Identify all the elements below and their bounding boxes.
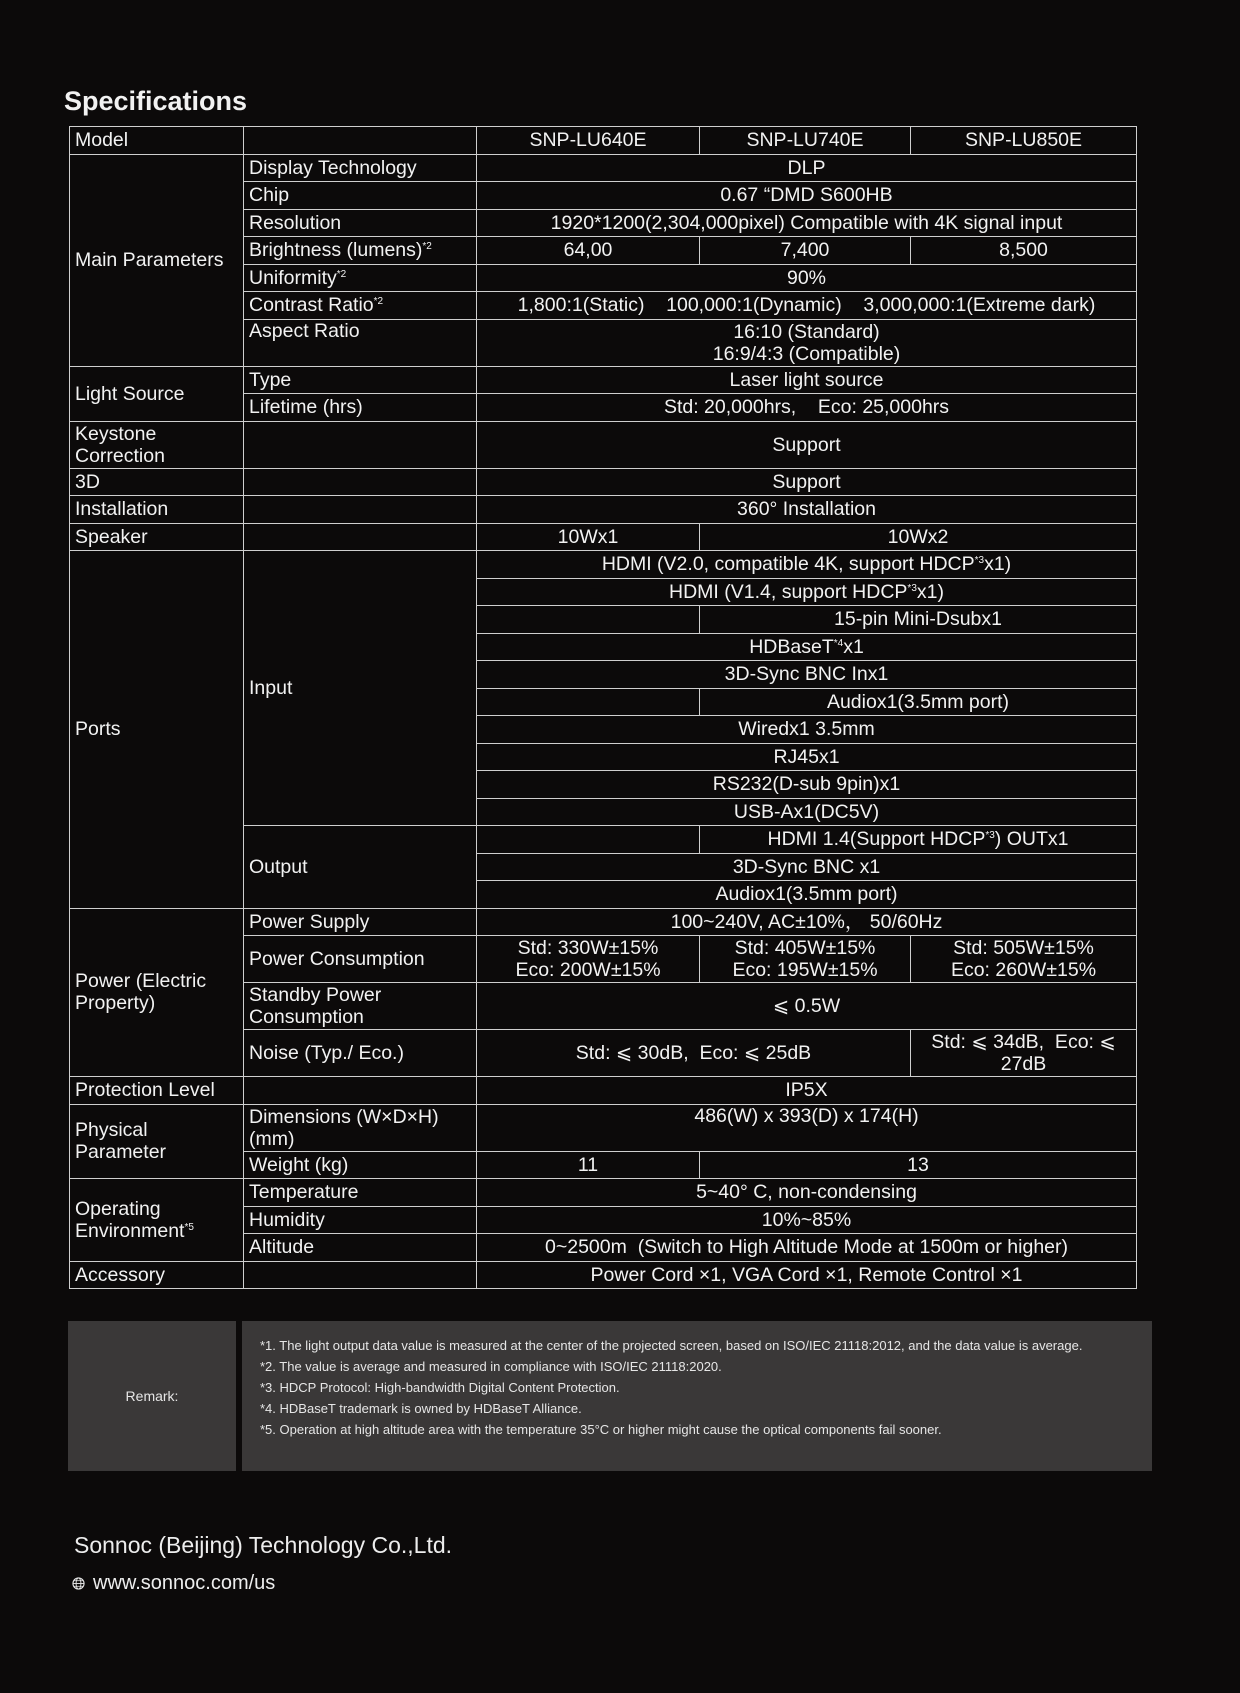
spec-label: Resolution [244, 209, 477, 237]
spec-value: 10Wx2 [700, 523, 1137, 551]
category-label: Installation [70, 496, 244, 524]
table-row [70, 1261, 1137, 1289]
spec-value: 64,00 [477, 237, 700, 265]
spec-label: Display Technology [244, 154, 477, 182]
spec-value: 90% [477, 264, 1137, 292]
remark-notes [242, 1321, 1152, 1471]
table-row [70, 523, 1137, 551]
category-label: Accessory [70, 1261, 244, 1289]
spec-label: Brightness (lumens)$^{*2}$ [244, 237, 477, 265]
spec-value: DLP [477, 154, 1137, 182]
spec-value: 1,800:1(Static) 100,000:1(Dynamic) 3,000,000:1(Extreme dark) [477, 292, 1137, 320]
table-row [70, 1179, 1137, 1207]
spec-value: Std: 330W±15% Eco: 200W±15% [477, 936, 700, 983]
spec-value: 15-pin Mini-Dsubx1 [700, 606, 1137, 634]
category-label: Ports [70, 551, 244, 909]
spec-label: Weight (kg) [244, 1151, 477, 1179]
category-label: Operating Environment$^{*5}$ [70, 1179, 244, 1262]
spec-label: Contrast Ratio$^{*2}$ [244, 292, 477, 320]
spec-value: Std: ⩽ 30dB, Eco: ⩽ 25dB [477, 1030, 911, 1077]
spec-value: Support [477, 468, 1137, 496]
page-title: Specifications [64, 86, 248, 116]
table-row [70, 421, 1137, 468]
spec-value: 7,400 [700, 237, 911, 265]
table-row [70, 127, 1137, 155]
model-name: SNP-LU740E [700, 127, 911, 155]
spec-value: Std: 20,000hrs, Eco: 25,000hrs [477, 394, 1137, 422]
spec-label: Noise (Typ./ Eco.) [244, 1030, 477, 1077]
website-url[interactable]: www.sonnoc.com/us [93, 1572, 276, 1594]
model-name: SNP-LU640E [477, 127, 700, 155]
spec-label: Chip [244, 182, 477, 210]
spec-value: Laser light source [477, 366, 1137, 394]
category-label: Main Parameters [70, 154, 244, 366]
category-label: 3D [70, 468, 244, 496]
spec-label: Output [244, 826, 477, 909]
spec-value: 1920*1200(2,304,000pixel) Compatible with 4K signal input [477, 209, 1137, 237]
spec-value: Std: 505W±15% Eco: 260W±15% [911, 936, 1137, 983]
spec-label: Altitude [244, 1234, 477, 1262]
spec-value: 360° Installation [477, 496, 1137, 524]
spec-value: HDMI 1.4(Support HDCP$^{*3}$) OUTx1 [700, 826, 1137, 854]
spec-value: RJ45x1 [477, 743, 1137, 771]
spec-label: Dimensions (W×D×H) (mm) [244, 1104, 477, 1151]
spec-value: 100~240V, AC±10%， 50/60Hz [477, 908, 1137, 936]
category-label: Speaker [70, 523, 244, 551]
remark-note: *3. HDCP Protocol: High-bandwidth Digital Content Protection. [260, 1380, 620, 1395]
spec-value: 0.67 “DMD S600HB [477, 182, 1137, 210]
table-row [70, 1077, 1137, 1105]
category-label: Protection Level [70, 1077, 244, 1105]
spec-label: Input [244, 551, 477, 826]
spec-value: HDMI (V1.4, support HDCP$^{*3}$x1) [477, 578, 1137, 606]
spec-value: 486(W) x 393(D) x 174(H) [477, 1104, 1137, 1151]
table-row [70, 468, 1137, 496]
company-name: Sonnoc (Beijing) Technology Co.,Ltd. [74, 1532, 453, 1558]
remark-note: *4. HDBaseT trademark is owned by HDBaseT Alliance. [260, 1401, 582, 1416]
spec-label: Uniformity$^{*2}$ [244, 264, 477, 292]
table-row [70, 908, 1137, 936]
spec-value: USB-Ax1(DC5V) [477, 798, 1137, 826]
category-label: Physical Parameter [70, 1104, 244, 1179]
spec-value: RS232(D-sub 9pin)x1 [477, 771, 1137, 799]
table-row [70, 496, 1137, 524]
spec-label: Lifetime (hrs) [244, 394, 477, 422]
spec-value: 16:10 (Standard) 16:9/4:3 (Compatible) [477, 319, 1137, 366]
model-name: SNP-LU850E [911, 127, 1137, 155]
spec-value: ⩽ 0.5W [477, 983, 1137, 1030]
spec-label: Aspect Ratio [244, 319, 477, 366]
spec-value: Std: 405W±15% Eco: 195W±15% [700, 936, 911, 983]
spec-value: 8,500 [911, 237, 1137, 265]
spec-value: Wiredx1 3.5mm [477, 716, 1137, 744]
category-label: Light Source [70, 366, 244, 421]
model-header: Model [70, 127, 244, 155]
remark-note: *2. The value is average and measured in compliance with ISO/IEC 21118:2020. [260, 1359, 722, 1374]
spec-value: 5~40° C, non-condensing [477, 1179, 1137, 1207]
spec-label: Temperature [244, 1179, 477, 1207]
table-row [70, 366, 1137, 394]
spec-value: 11 [477, 1151, 700, 1179]
spec-label: Power Consumption [244, 936, 477, 983]
table-row [70, 1104, 1137, 1151]
spec-value: 3D-Sync BNC x1 [477, 853, 1137, 881]
spec-value: Support [477, 421, 1137, 468]
spec-label: Power Supply [244, 908, 477, 936]
spec-value: Power Cord ×1, VGA Cord ×1, Remote Control ×1 [477, 1261, 1137, 1289]
table-row [70, 551, 1137, 579]
spec-value: 10Wx1 [477, 523, 700, 551]
spec-value: Audiox1(3.5mm port) [477, 881, 1137, 909]
globe-icon [72, 1577, 85, 1590]
remark-label: Remark: [68, 1321, 236, 1471]
spec-value: HDMI (V2.0, compatible 4K, support HDCP$^{*3}$x1) [477, 551, 1137, 579]
spec-value: HDBaseT$^{*4}$x1 [477, 633, 1137, 661]
table-row [70, 154, 1137, 182]
category-label: Keystone Correction [70, 421, 244, 468]
spec-label: Type [244, 366, 477, 394]
spec-value: 3D-Sync BNC Inx1 [477, 661, 1137, 689]
remark-note: *5. Operation at high altitude area with the temperature 35°C or higher might cause the optical components fail sooner. [260, 1422, 942, 1437]
spec-label: Standby Power Consumption [244, 983, 477, 1030]
spec-value: 10%~85% [477, 1206, 1137, 1234]
spec-value: IP5X [477, 1077, 1137, 1105]
spec-table [69, 126, 1137, 1289]
remark-note: *1. The light output data value is measured at the center of the projected screen, based on ISO/IEC 21118:2012, and the data value is average. [260, 1338, 1083, 1353]
spec-label: Humidity [244, 1206, 477, 1234]
spec-value: Audiox1(3.5mm port) [700, 688, 1137, 716]
category-label: Power (Electric Property) [70, 908, 244, 1077]
spec-value: 13 [700, 1151, 1137, 1179]
spec-value: 0~2500m (Switch to High Altitude Mode at 1500m or higher) [477, 1234, 1137, 1262]
spec-value: Std: ⩽ 34dB, Eco: ⩽ 27dB [911, 1030, 1137, 1077]
website-link[interactable] [72, 1572, 275, 1595]
